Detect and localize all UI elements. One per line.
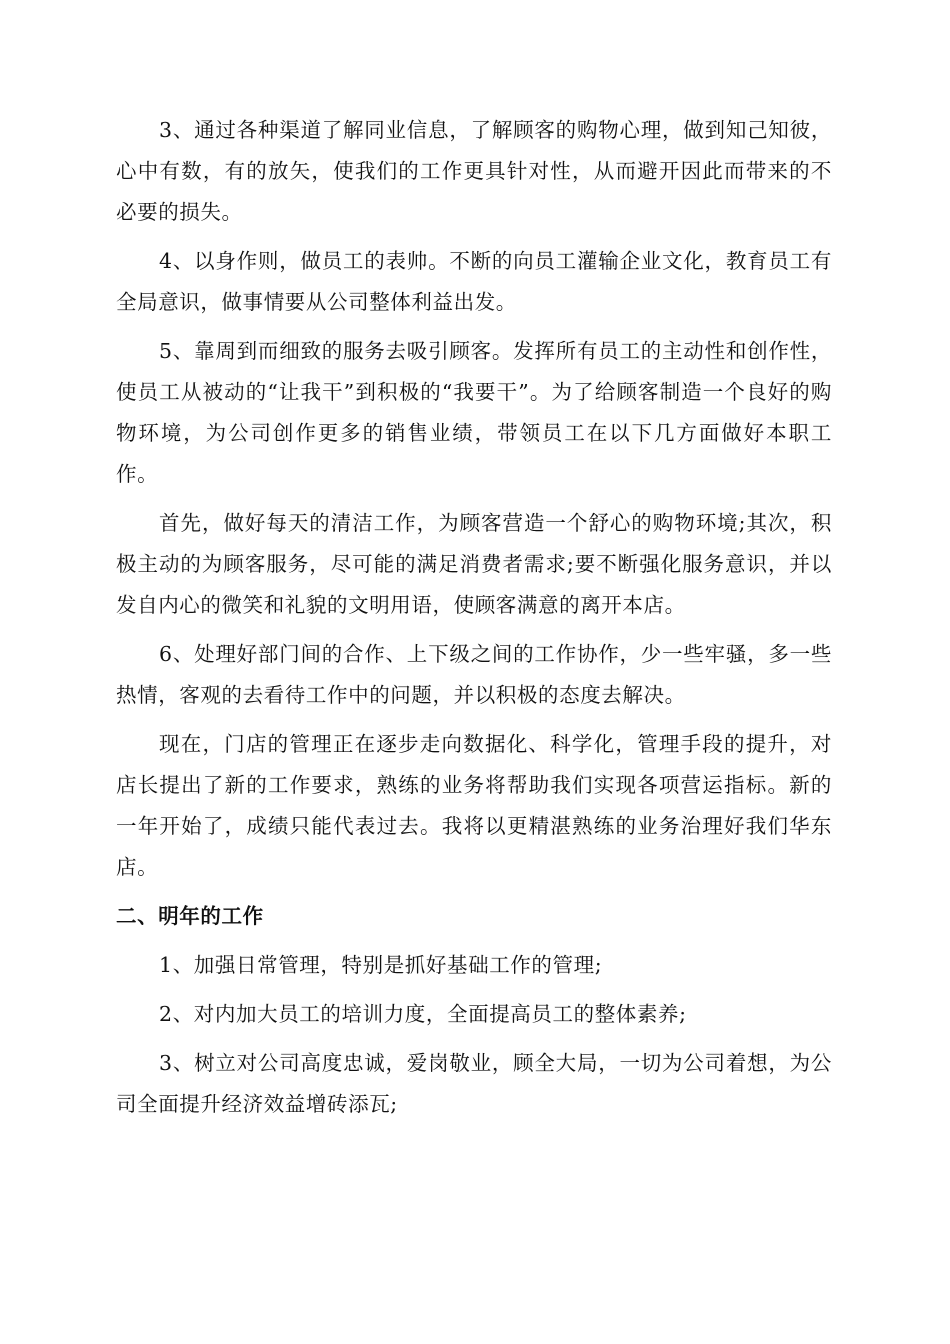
paragraph-now: 现在，门店的管理正在逐步走向数据化、科学化，管理手段的提升，对店长提出了新的工作要求，熟练的业务将帮助我们实现各项营运指标。新的一年开始了，成绩只能代表过去。我将以更精湛熟练的业务治理好我们华东店。	[116, 732, 832, 879]
paragraph-first-second: 首先，做好每天的清洁工作，为顾客营造一个舒心的购物环境;其次，积极主动的为顾客服务，尽可能的满足消费者需求;要不断强化服务意识，并以发自内心的微笑和礼貌的文明用语，使顾客满意的离开本店。	[116, 511, 832, 617]
paragraph-item-4-lead-by-example: 4、以身作则，做员工的表帅。不断的向员工灌输企业文化，教育员工有全局意识，做事情要从公司整体利益出发。	[116, 249, 832, 314]
paragraph-item-6-cooperation: 6、处理好部门间的合作、上下级之间的工作协作，少一些牢骚，多一些热情，客观的去看待工作中的问题，并以积极的态度去解决。	[116, 642, 832, 707]
paragraph-next-year-item-3: 3、树立对公司高度忠诚，爱岗敬业，顾全大局，一切为公司着想，为公司全面提升经济效益增砖添瓦;	[116, 1051, 832, 1116]
paragraph-item-3-channels: 3、通过各种渠道了解同业信息，了解顾客的购物心理，做到知己知彼，心中有数，有的放矢，使我们的工作更具针对性，从而避开因此而带来的不必要的损失。	[116, 118, 832, 224]
paragraph-item-5-service: 5、靠周到而细致的服务去吸引顾客。发挥所有员工的主动性和创作性，使员工从被动的“让我干”到积极的“我要干”。为了给顾客制造一个良好的购物环境，为公司创作更多的销售业绩，带领员工在以下几方面做好本职工作。	[116, 339, 832, 486]
section-heading: 二、明年的工作	[116, 904, 264, 928]
document-page	[116, 110, 832, 1125]
paragraph-next-year-item-1: 1、加强日常管理，特别是抓好基础工作的管理;	[159, 953, 603, 977]
paragraph-next-year-item-2: 2、对内加大员工的培训力度，全面提高员工的整体素养;	[159, 1002, 687, 1026]
